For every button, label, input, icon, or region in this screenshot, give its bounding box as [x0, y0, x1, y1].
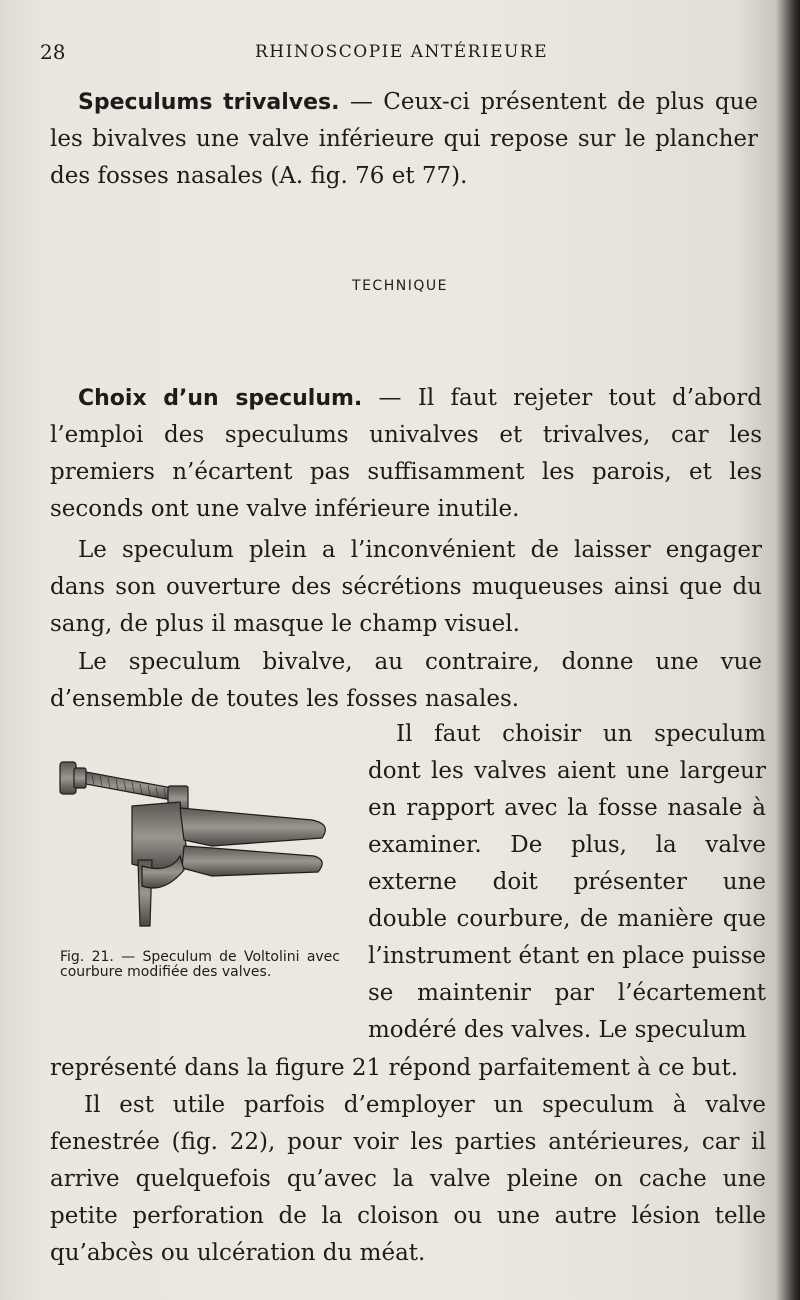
- paragraph-fenestree: Il est utile parfois d’employer un speculum à valve fenestrée (fig. 22), pour voir les parties antérieures, car il arrive quelquefois qu’avec la valve pleine on cache une petite perforation de la cloison ou une autre lésion telle qu’abcès ou ulcération du méat.: [50, 1092, 766, 1266]
- intro-lead: Speculums trivalves.: [78, 90, 340, 115]
- page-header: [40, 40, 760, 66]
- paragraph-choix-wrap: Il faut choisir un speculum dont les valves aient une largeur en rapport avec la fosse nasale à examiner. De plus, la valve externe doit présenter une double courbure, de manière que l’instrument étant en place puisse se maintenir par l’écartement modéré des valves. Le speculum: [368, 721, 766, 1043]
- figure-caption: Fig. 21. — Speculum de Voltolini avec courbure modifiée des valves.: [60, 949, 340, 980]
- intro-paragraph: [50, 84, 758, 195]
- page-number: 28: [40, 40, 66, 64]
- figure-speculum-voltolini: [52, 748, 352, 948]
- paragraph-choix-tail: représenté dans la figure 21 répond parfaitement à ce but.: [50, 1055, 739, 1081]
- running-title: RHINOSCOPIE ANTÉRIEURE: [255, 42, 549, 62]
- choice-text: — Il faut rejeter tout d’abord l’emploi des speculums univalves et trivalves, car les premiers n’écartent pas suffisamment les parois, et les seconds ont une valve inférieure inutile.: [50, 385, 763, 522]
- choice-lead: Choix d’un speculum.: [78, 386, 363, 411]
- speculum-illustration: [52, 748, 352, 948]
- paragraph-speculum-bivalve: Le speculum bivalve, au contraire, donne une vue d’ensemble de toutes les fosses nasales.: [50, 649, 762, 712]
- choice-paragraph: [50, 380, 762, 528]
- section-heading: TECHNIQUE: [352, 278, 448, 294]
- intro-text: — Ceux-ci présentent de plus que les bivalves une valve inférieure qui repose sur le plancher des fosses nasales (A. fig. 76 et 77).: [50, 89, 758, 189]
- paragraph-speculum-plein: Le speculum plein a l’inconvénient de laisser engager dans son ouverture des sécrétions muqueuses ainsi que du sang, de plus il masque le champ visuel.: [50, 537, 762, 637]
